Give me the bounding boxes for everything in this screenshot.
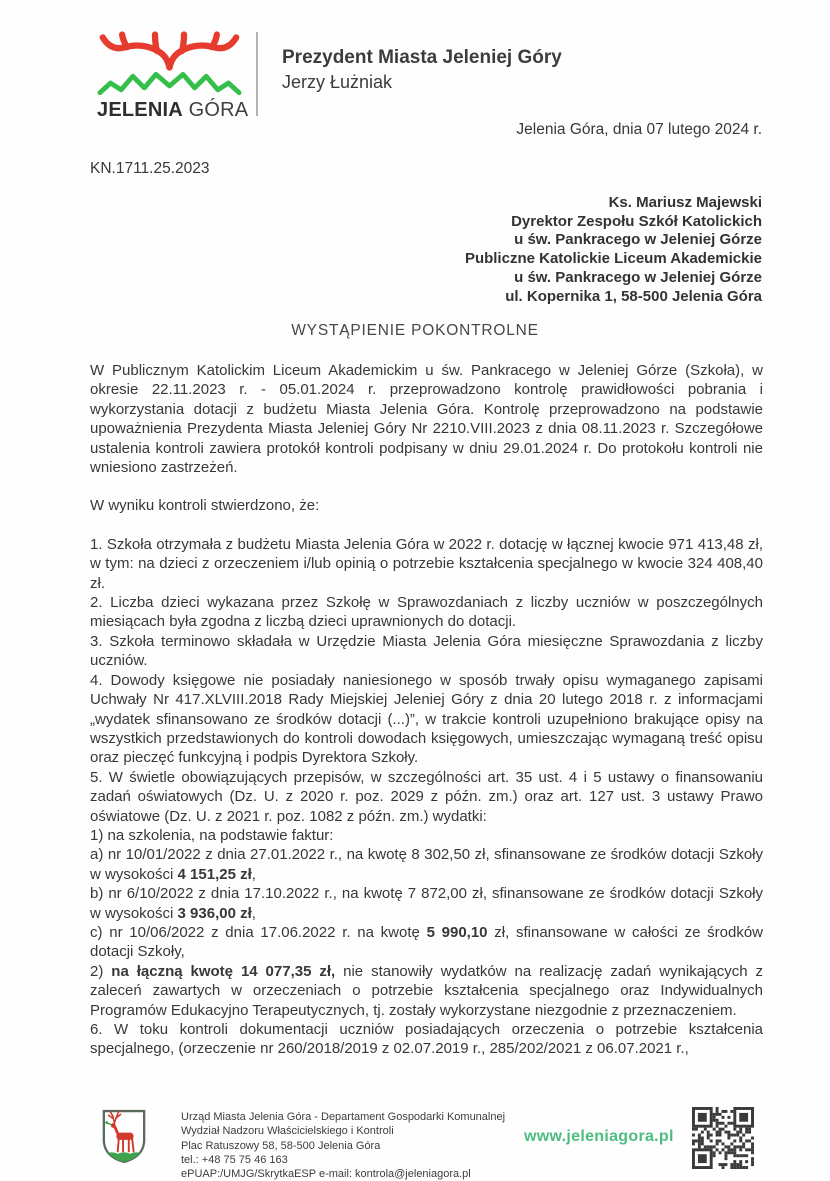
date-line: Jelenia Góra, dnia 07 lutego 2024 r.	[516, 121, 762, 138]
qr-code-image	[692, 1107, 754, 1169]
body-paragraphs	[90, 361, 763, 1059]
document-title: WYSTĄPIENIE POKONTROLNE	[291, 322, 539, 339]
intro-paragraph: W Publicznym Katolickim Liceum Akademickim u św. Pankracego w Jeleniej Górze (Szkoła), w okresie 22.11.2023 r. - 05.01.2024 r. przeprowadzono kontrolę prawidłowości pobrania i wykorzystania dotacji z budżetu Miasta Jelenia Góra. Kontrolę przeprowadzono na podstawie upoważnienia Prezydenta Miasta Jeleniej Góry Nr 2210.VIII.2023 z dnia 08.11.2023 r. Szczegółowe ustalenia kontroli zawiera protokół kontroli podpisany w dniu 29.01.2024 r. Do protokołu kontroli nie wniesiono zastrzeżeń.	[90, 362, 763, 477]
finding-5-sub-1: 1) na szkolenia, na podstawie faktur:	[90, 826, 334, 844]
logo-word-jelenia: JELENIA	[97, 99, 183, 121]
recipient-line: u św. Pankracego w Jeleniej Górze	[514, 268, 762, 286]
mountains-icon	[97, 72, 242, 96]
finding-5: 5. W świetle obowiązujących przepisów, w szczególności art. 35 ust. 4 i 5 ustawy o finansowaniu zadań oświatowych (Dz. U. z 2020 r. poz. 2029 z późn. zm.) oraz art. 127 ust. 3 ustawy Prawo oświatowe (Dz. U. z 2021 r. poz. 1082 z późn. zm.) wydatki:	[90, 768, 763, 825]
recipient-line: Publiczne Katolickie Liceum Akademickie	[464, 250, 762, 268]
sender-block	[282, 46, 562, 94]
sender-title: Prezydent Miasta Jeleniej Góry	[282, 47, 562, 68]
footer-address-line: Wydział Nadzoru Właścicielskiego i Kontroli	[181, 1125, 394, 1138]
header-divider	[256, 32, 258, 116]
reference-number: KN.1711.25.2023	[90, 160, 210, 177]
recipient-line: u św. Pankracego w Jeleniej Górze	[514, 231, 762, 249]
findings-lead: W wyniku kontroli stwierdzono, że:	[90, 497, 320, 515]
invoice-c: c) nr 10/06/2022 z dnia 17.06.2022 r. na kwotę 5 990,10 zł, sfinansowane w całości ze środków dotacji Szkoły,	[90, 923, 763, 961]
finding-3: 3. Szkoła terminowo składała w Urzędzie Miasta Jelenia Góra miesięczne Sprawozdania z liczby uczniów.	[90, 632, 763, 670]
invoice-b: b) nr 6/10/2022 z dnia 17.10.2022 r., na kwotę 7 872,00 zł, sfinansowane ze środków dotacji Szkoły w wysokości 3 936,00 zł,	[90, 885, 763, 922]
recipient-block	[465, 194, 762, 306]
footer-address-line: Urząd Miasta Jelenia Góra - Departament Gospodarki Komunalnej	[181, 1111, 506, 1123]
website-url: www.jeleniagora.pl	[524, 1128, 674, 1145]
finding-5-sub-2: 2) na łączną kwotę 14 077,35 zł, nie stanowiły wydatków na realizację zadań wynikających z zaleceń zawartych w orzeczeniach o potrzebie kształcenia specjalnego oraz Indywidualnych Programów Edukacyjno Terapeutycznych, tj. zostały wykorzystane niezgodnie z przeznaczeniem.	[90, 962, 763, 1019]
sender-name: Jerzy Łużniak	[282, 72, 393, 92]
logo-wordmark	[97, 99, 249, 122]
footer-address-line: ePUAP:/UMJG/SkrytkaESP e-mail: kontrola@jeleniagora.pl	[181, 1168, 471, 1181]
finding-4: 4. Dowody księgowe nie posiadały naniesionego w sposób trwały opisu wymaganego zapisami Uchwały Nr 417.XLVIII.2018 Rady Miejskiej Jeleniej Góry z dnia 20 lutego 2018 r. z informacjami „wydatek sfinansowano ze środków dotacji (...)”, w trakcie kontroli uzupełniono brakujące opisy na wszystkich przedstawionych do kontroli dowodach księgowych, umieszczając wymaganą treść opisu oraz pieczęć funkcyjną i podpis Dyrektora Szkoły.	[90, 671, 763, 767]
crest-hills	[100, 1152, 148, 1166]
jelenia-gora-logo	[97, 30, 249, 122]
invoice-a: a) nr 10/01/2022 z dnia 27.01.2022 r., na kwotę 8 302,50 zł, sfinansowane ze środków dotacji Szkoły w wysokości 4 151,25 zł,	[90, 846, 763, 883]
footer-address-line: Plac Ratuszowy 58, 58-500 Jelenia Góra	[181, 1139, 381, 1152]
logo-word-gora: GÓRA	[188, 99, 249, 121]
recipient-line: Ks. Mariusz Majewski	[608, 194, 762, 211]
city-crest-icon	[100, 1106, 148, 1166]
finding-6: 6. W toku kontroli dokumentacji uczniów posiadających orzeczenia o potrzebie kształcenia specjalnego, (orzeczenie nr 260/2018/2019 z 02.07.2019 r., 285/202/2021 z 06.07.2021 r.,	[90, 1021, 763, 1058]
recipient-line: Dyrektor Zespołu Szkół Katolickich	[511, 212, 762, 230]
finding-2: 2. Liczba dzieci wykazana przez Szkołę w Sprawozdaniach z liczby uczniów w poszczególnych miesiącach była zgodna z liczbą dzieci uprawnionych do dotacji.	[90, 594, 763, 631]
footer-address-line: tel.: +48 75 75 46 163	[181, 1153, 288, 1166]
antlers-icon	[97, 30, 242, 72]
footer-address-block	[181, 1110, 505, 1181]
recipient-line: ul. Kopernika 1, 58-500 Jelenia Góra	[505, 287, 762, 305]
finding-1: 1. Szkoła otrzymała z budżetu Miasta Jelenia Góra w 2022 r. dotację w łącznej kwocie 971 413,48 zł, w tym: na dzieci z orzeczeniem i/lub opinią o potrzebie kształcenia specjalnego w kwocie 324 408,40 zł.	[90, 535, 763, 592]
